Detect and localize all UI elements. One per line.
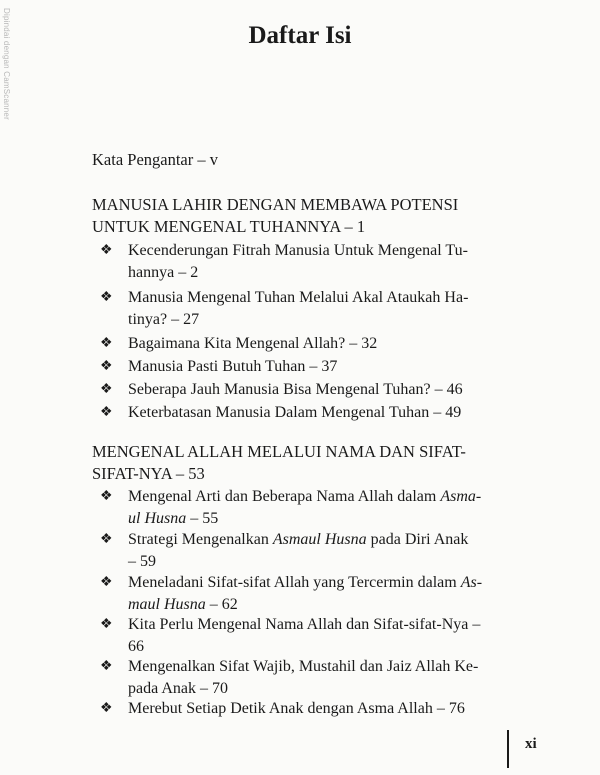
toc-item-line: Meneladani Sifat-sifat Allah yang Tercermin dalam As- [128,574,483,591]
toc-item-line: hannya – 2 [128,264,199,281]
diamond-bullet-icon: ❖ [100,659,113,674]
diamond-bullet-icon: ❖ [100,575,113,590]
toc-item-line: Manusia Mengenal Tuhan Melalui Akal Ataukah Ha- [128,289,469,306]
diamond-bullet-icon: ❖ [100,243,113,258]
section-heading-line: UNTUK MENGENAL TUHANNYA – 1 [92,217,366,236]
toc-item-line: 66 [128,638,144,655]
diamond-bullet-icon: ❖ [100,701,113,716]
diamond-bullet-icon: ❖ [100,405,113,420]
section-heading-line: MENGENAL ALLAH MELALUI NAMA DAN SIFAT- [92,442,466,461]
toc-item [100,287,565,331]
toc-item-line: Kita Perlu Mengenal Nama Allah dan Sifat-sifat-Nya – [128,616,481,633]
toc-item [100,486,565,530]
toc-item [100,698,565,720]
toc-item-line: Kecenderungan Fitrah Manusia Untuk Mengenal Tu- [128,242,468,259]
toc-item-line: ul Husna – 55 [128,510,219,527]
toc-item [100,402,565,424]
toc-item [100,529,565,573]
toc-item-line: Strategi Mengenalkan Asmaul Husna pada Diri Anak [128,531,469,548]
preface-entry: Kata Pengantar – v [92,150,218,169]
toc-item-line: pada Anak – 70 [128,680,228,697]
diamond-bullet-icon: ❖ [100,617,113,632]
toc-item [100,356,565,378]
page-title: Daftar Isi [248,22,352,49]
toc-item-line: Mengenal Arti dan Beberapa Nama Allah dalam Asma- [128,488,482,505]
toc-item-line: Merebut Setiap Detik Anak dengan Asma Allah – 76 [128,700,465,717]
diamond-bullet-icon: ❖ [100,359,113,374]
toc-item [100,240,565,284]
section-heading-1 [92,194,562,238]
diamond-bullet-icon: ❖ [100,489,113,504]
toc-item-line: – 59 [128,553,156,570]
toc-item [100,379,565,401]
page-number-rule [507,730,509,768]
page-number: xi [525,736,537,752]
toc-item-line: Manusia Pasti Butuh Tuhan – 37 [128,358,338,375]
toc-item-line: Bagaimana Kita Mengenal Allah? – 32 [128,335,378,352]
scanner-watermark: Dipindai dengan CamScanner [2,8,11,120]
diamond-bullet-icon: ❖ [100,532,113,547]
toc-item [100,572,565,616]
section-heading-line: MANUSIA LAHIR DENGAN MEMBAWA POTENSI [92,195,459,214]
diamond-bullet-icon: ❖ [100,382,113,397]
toc-item-line: Seberapa Jauh Manusia Bisa Mengenal Tuhan? – 46 [128,381,463,398]
toc-item-line: tinya? – 27 [128,311,200,328]
section-heading-line: SIFAT-NYA – 53 [92,464,205,483]
toc-item-line: Keterbatasan Manusia Dalam Mengenal Tuhan – 49 [128,404,462,421]
toc-item-line: Mengenalkan Sifat Wajib, Mustahil dan Jaiz Allah Ke- [128,658,479,675]
toc-item [100,614,565,658]
toc-item [100,333,565,355]
diamond-bullet-icon: ❖ [100,290,113,305]
diamond-bullet-icon: ❖ [100,336,113,351]
toc-item-line: maul Husna – 62 [128,596,238,613]
toc-item [100,656,565,700]
section-heading-2 [92,441,562,485]
